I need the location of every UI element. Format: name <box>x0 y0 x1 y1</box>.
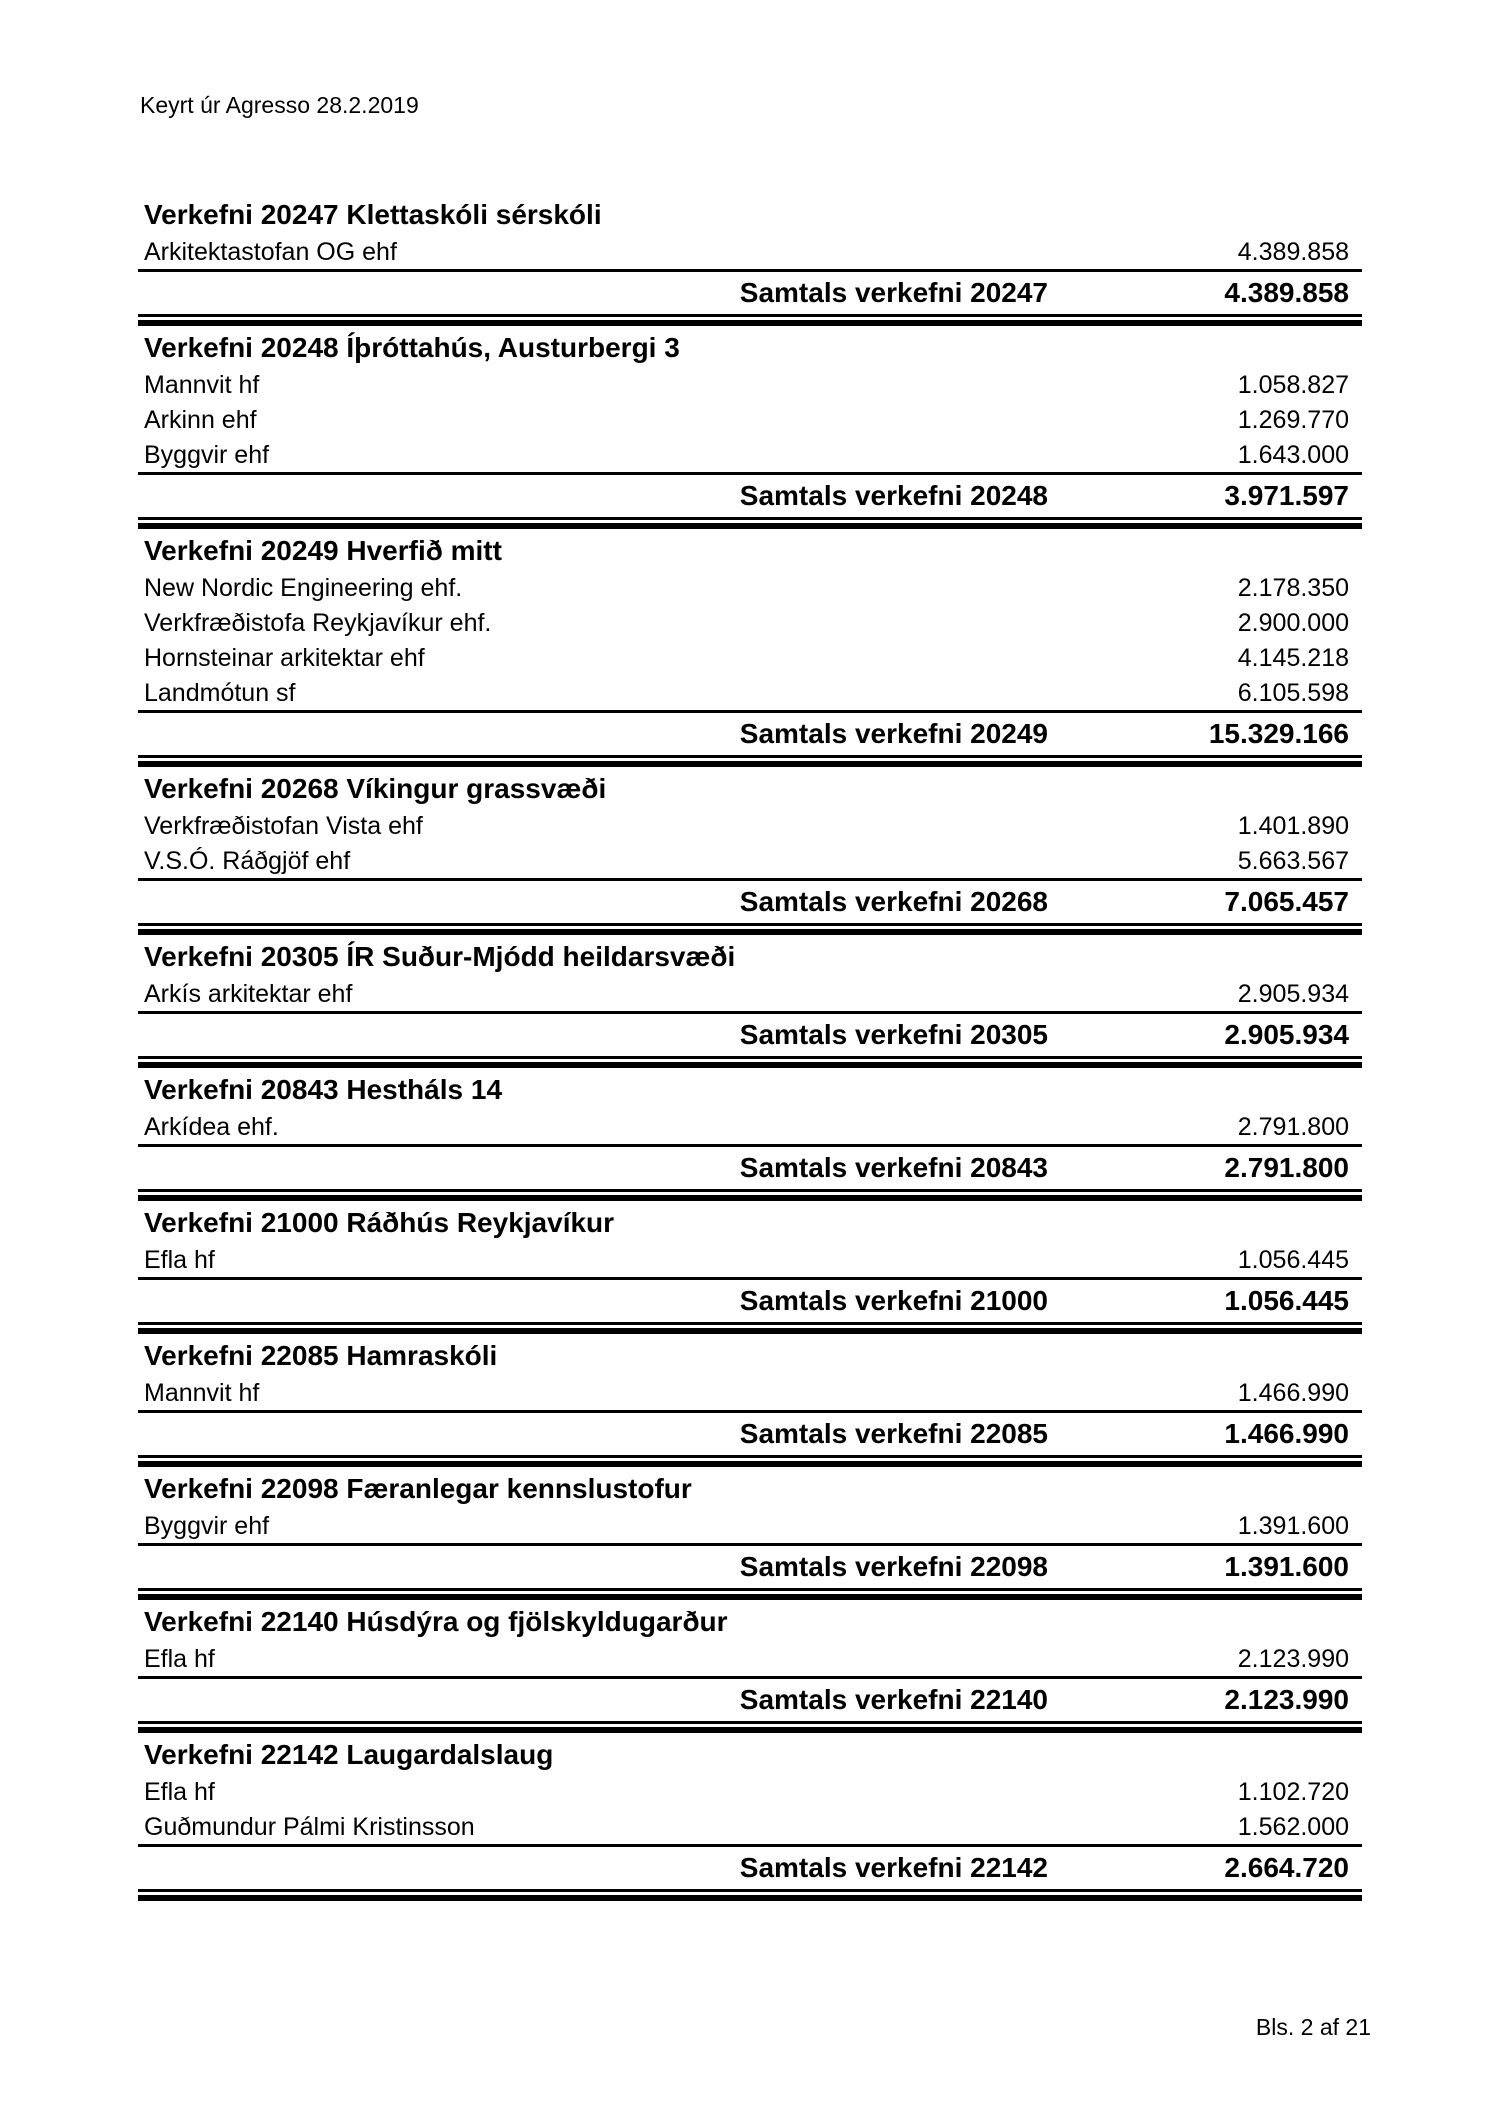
project-total-amount: 4.389.858 <box>1224 277 1349 308</box>
project-section <box>138 938 1362 1062</box>
project-title: Verkefni 22142 Laugardalslaug <box>144 1739 554 1770</box>
project-total-amount: 1.056.445 <box>1224 1285 1349 1316</box>
vendor-amount: 1.269.770 <box>1237 406 1349 434</box>
page-number: Bls. 2 af 21 <box>1255 2014 1371 2040</box>
cost-row <box>138 1774 1362 1809</box>
project-total-amount: 1.391.600 <box>1224 1551 1349 1582</box>
double-underline <box>138 1889 1362 1895</box>
vendor-amount: 1.056.445 <box>1237 1246 1349 1274</box>
vendor-amount: 1.058.827 <box>1237 371 1349 399</box>
project-section <box>138 1204 1362 1328</box>
vendor-amount: 2.123.990 <box>1237 1645 1349 1673</box>
double-underline <box>138 1588 1362 1594</box>
double-underline <box>138 1189 1362 1195</box>
project-total-label: Samtals verkefni 20247 <box>739 277 1048 308</box>
vendor-amount: 6.105.598 <box>1237 679 1349 707</box>
cost-row <box>138 1109 1362 1144</box>
project-section <box>138 196 1362 320</box>
project-title: Verkefni 22085 Hamraskóli <box>144 1340 498 1371</box>
cost-row <box>138 808 1362 843</box>
project-title: Verkefni 20843 Hestháls 14 <box>144 1074 503 1105</box>
cost-row <box>138 1641 1362 1676</box>
project-section <box>138 532 1362 761</box>
cost-row <box>138 570 1362 605</box>
vendor-amount: 1.102.720 <box>1237 1778 1349 1806</box>
project-total-label: Samtals verkefni 21000 <box>739 1285 1048 1316</box>
project-total-amount: 15.329.166 <box>1208 718 1349 749</box>
project-title: Verkefni 20248 Íþróttahús, Austurbergi 3 <box>144 332 680 363</box>
vendor-name: Mannvit hf <box>144 1379 260 1407</box>
project-total-label: Samtals verkefni 20249 <box>739 718 1048 749</box>
project-section <box>138 329 1362 523</box>
project-title: Verkefni 20247 Klettaskóli sérskóli <box>144 199 602 230</box>
vendor-name: New Nordic Engineering ehf. <box>144 574 463 602</box>
project-section <box>138 1071 1362 1195</box>
project-total-row <box>138 1546 1362 1586</box>
cost-row <box>138 843 1362 878</box>
double-underline <box>138 1721 1362 1727</box>
cost-row <box>138 605 1362 640</box>
double-underline <box>138 1455 1362 1461</box>
project-total-amount: 2.123.990 <box>1224 1684 1349 1715</box>
project-total-row <box>138 881 1362 921</box>
project-total-row <box>138 475 1362 515</box>
project-total-row <box>138 1847 1362 1887</box>
vendor-name: Efla hf <box>144 1246 215 1274</box>
project-title: Verkefni 20249 Hverfið mitt <box>144 535 502 566</box>
cost-row <box>138 1508 1362 1543</box>
project-total-amount: 2.905.934 <box>1224 1019 1349 1050</box>
project-total-label: Samtals verkefni 22085 <box>739 1418 1048 1449</box>
cost-row <box>138 976 1362 1011</box>
cost-row <box>138 675 1362 710</box>
cost-row <box>138 640 1362 675</box>
project-total-row <box>138 1413 1362 1453</box>
vendor-amount: 1.466.990 <box>1237 1379 1349 1407</box>
project-cost-report <box>138 196 1362 1904</box>
vendor-name: Arkinn ehf <box>144 406 257 434</box>
project-section <box>138 770 1362 929</box>
vendor-name: Byggvir ehf <box>144 1512 270 1540</box>
project-total-amount: 2.664.720 <box>1224 1852 1349 1883</box>
project-section <box>138 1603 1362 1727</box>
cost-row <box>138 402 1362 437</box>
cost-row <box>138 234 1362 269</box>
vendor-amount: 2.178.350 <box>1237 574 1349 602</box>
project-section <box>138 1337 1362 1461</box>
project-title: Verkefni 20305 ÍR Suður-Mjódd heildarsvæði <box>144 941 736 972</box>
project-total-label: Samtals verkefni 22098 <box>739 1551 1048 1582</box>
vendor-name: Efla hf <box>144 1778 215 1806</box>
vendor-name: Byggvir ehf <box>144 441 270 469</box>
project-title: Verkefni 22098 Færanlegar kennslustofur <box>144 1473 692 1504</box>
cost-row <box>138 1809 1362 1844</box>
vendor-name: Efla hf <box>144 1645 215 1673</box>
project-title: Verkefni 21000 Ráðhús Reykjavíkur <box>144 1207 615 1238</box>
cost-row <box>138 1242 1362 1277</box>
vendor-amount: 4.389.858 <box>1237 238 1349 266</box>
vendor-amount: 2.905.934 <box>1237 980 1349 1008</box>
project-total-amount: 2.791.800 <box>1224 1152 1349 1183</box>
project-total-amount: 3.971.597 <box>1224 480 1349 511</box>
vendor-name: Mannvit hf <box>144 371 260 399</box>
project-total-label: Samtals verkefni 20268 <box>739 886 1048 917</box>
project-total-row <box>138 1147 1362 1187</box>
vendor-amount: 4.145.218 <box>1237 644 1349 672</box>
report-run-note: Keyrt úr Agresso 28.2.2019 <box>140 92 419 118</box>
project-total-label: Samtals verkefni 22140 <box>739 1684 1048 1715</box>
vendor-name: Guðmundur Pálmi Kristinsson <box>144 1813 475 1841</box>
project-title: Verkefni 20268 Víkingur grassvæði <box>144 773 607 804</box>
double-underline <box>138 755 1362 761</box>
vendor-amount: 2.791.800 <box>1237 1113 1349 1141</box>
vendor-name: Verkfræðistofan Vista ehf <box>144 812 423 840</box>
vendor-name: Hornsteinar arkitektar ehf <box>144 644 425 672</box>
project-total-row <box>138 272 1362 312</box>
project-section <box>138 1736 1362 1895</box>
project-total-label: Samtals verkefni 20248 <box>739 480 1048 511</box>
vendor-name: Arkídea ehf. <box>144 1113 279 1141</box>
vendor-amount: 2.900.000 <box>1237 609 1349 637</box>
vendor-name: Landmótun sf <box>144 679 296 707</box>
vendor-amount: 1.391.600 <box>1237 1512 1349 1540</box>
project-total-label: Samtals verkefni 22142 <box>739 1852 1048 1883</box>
project-total-label: Samtals verkefni 20843 <box>739 1152 1048 1183</box>
cost-row <box>138 1375 1362 1410</box>
project-total-row <box>138 1014 1362 1054</box>
project-section <box>138 1470 1362 1594</box>
cost-row <box>138 437 1362 472</box>
project-title: Verkefni 22140 Húsdýra og fjölskyldugarður <box>144 1606 728 1637</box>
double-underline <box>138 314 1362 320</box>
double-underline <box>138 1322 1362 1328</box>
project-total-amount: 7.065.457 <box>1224 886 1349 917</box>
vendor-amount: 5.663.567 <box>1237 847 1349 875</box>
project-total-row <box>138 1679 1362 1719</box>
project-total-amount: 1.466.990 <box>1224 1418 1349 1449</box>
vendor-amount: 1.643.000 <box>1237 441 1349 469</box>
vendor-amount: 1.401.890 <box>1237 812 1349 840</box>
double-underline <box>138 517 1362 523</box>
vendor-name: V.S.Ó. Ráðgjöf ehf <box>144 847 351 875</box>
cost-row <box>138 367 1362 402</box>
vendor-name: Verkfræðistofa Reykjavíkur ehf. <box>144 609 492 637</box>
double-underline <box>138 923 1362 929</box>
project-total-label: Samtals verkefni 20305 <box>739 1019 1048 1050</box>
project-total-row <box>138 713 1362 753</box>
project-total-row <box>138 1280 1362 1320</box>
vendor-name: Arkitektastofan OG ehf <box>144 238 397 266</box>
vendor-name: Arkís arkitektar ehf <box>144 980 353 1008</box>
double-underline <box>138 1056 1362 1062</box>
vendor-amount: 1.562.000 <box>1237 1813 1349 1841</box>
